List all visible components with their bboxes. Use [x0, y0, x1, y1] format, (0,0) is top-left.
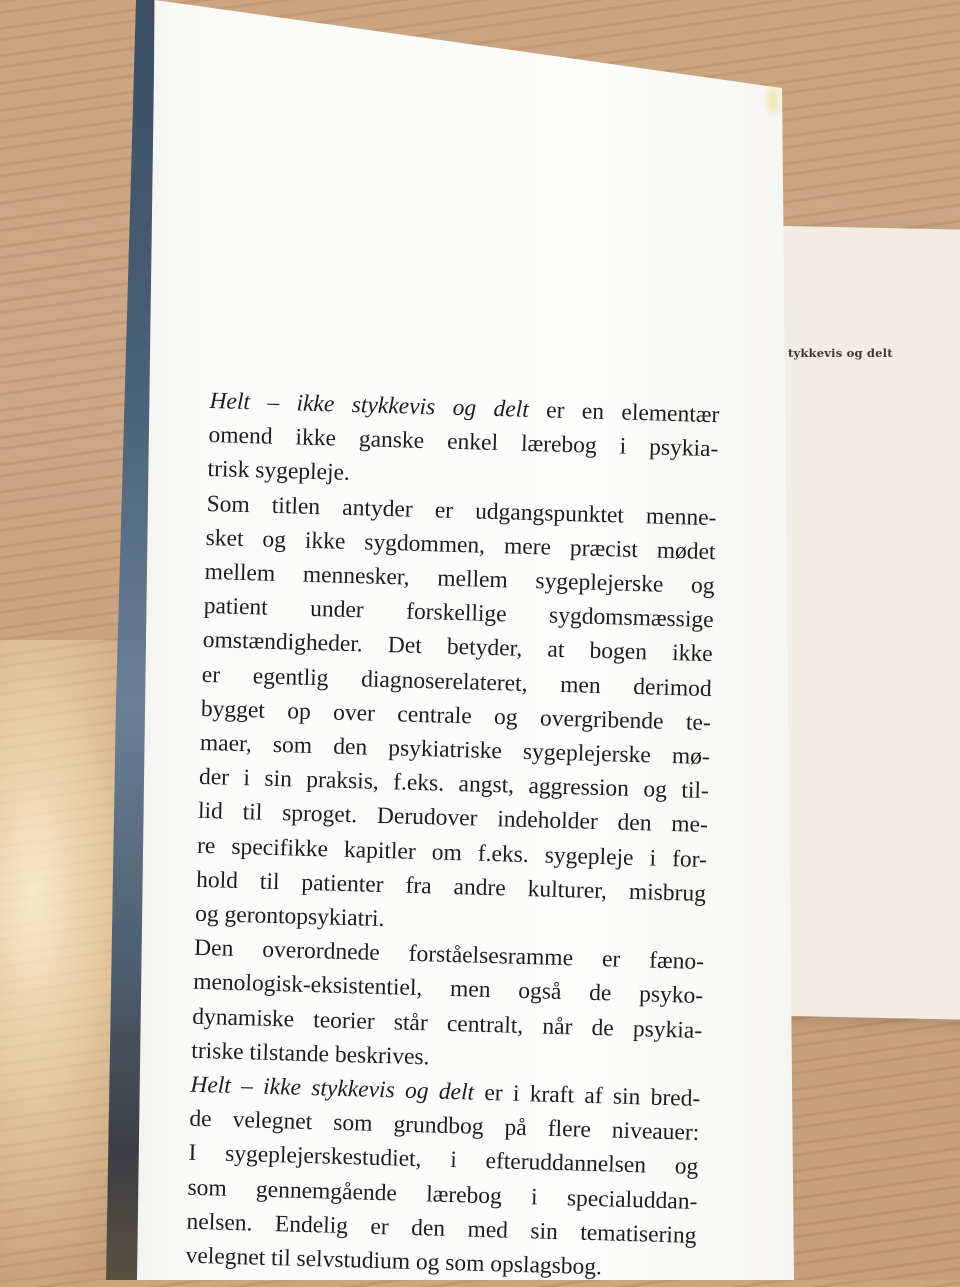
blurb-line-text: er egentlig diagnoserelateret, men derimod [201, 661, 713, 702]
blurb-line-text: patient under forskellige sygdomsmæssige [203, 593, 714, 634]
back-cover-blurb [185, 384, 720, 1287]
blurb-line-text: bygget op over centrale og overgribende te- [200, 695, 712, 736]
blurb-line-text: omstændigheder. Det betyder, at bogen ikke [202, 627, 714, 668]
blurb-line-text: mellem mennesker, mellem sygeplejerske og [204, 558, 715, 600]
blurb-line-text: Den overordnede forståelsesramme er fæno- [193, 935, 705, 976]
blurb-line-text: maer, som den psykiatriske sygeplejerske mø- [199, 729, 711, 771]
blurb-line-text: dynamiske teorier står centralt, når de psykia- [191, 1003, 703, 1044]
blurb-line-text: hold til patienter fra andre kulturer, misbrug [195, 866, 707, 907]
blurb-line-text: menologisk-eksistentiel, men også de psyko- [192, 969, 704, 1010]
blurb-line-text: I sygeplejerskestudiet, i efteruddannelsen og [188, 1140, 699, 1181]
blurb-line-text: omend ikke ganske enkel lærebog i psykia- [208, 422, 719, 463]
blurb-line-text: triske tilstande beskrives. [191, 1037, 430, 1071]
blurb-line-text: de velegnet som grundbog på flere niveauer: [189, 1105, 700, 1147]
open-book-page [770, 226, 960, 1021]
blurb-line-text: sket og ikke sygdommen, mere præcist mødet [205, 524, 716, 565]
cover-stain [762, 80, 784, 120]
blurb-line-text: Som titlen antyder er udgangspunktet menne- [206, 490, 717, 531]
blurb-line-text: trisk sygepleje. [207, 456, 351, 487]
open-book-running-header: tykkevis og delt [788, 346, 893, 360]
blurb-line-text: velegnet til selvstudium og som opslagsbog. [185, 1242, 603, 1281]
blurb-line-text: nelsen. Endelig er den med sin tematisering [186, 1208, 697, 1249]
blurb-line-text: og gerontopsykiatri. [194, 900, 385, 933]
book-title-italic: Helt – ikke stykkevis og delt [190, 1071, 475, 1106]
blurb-line-text: er i kraft af sin bred- [473, 1079, 701, 1113]
book-title-italic: Helt – ikke stykkevis og delt [209, 387, 530, 423]
blurb-line-text: som gennemgående lærebog i specialuddan- [187, 1174, 698, 1215]
blurb-line-text: er en elementær [528, 396, 720, 429]
blurb-line-text: lid til sproget. Derudover indeholder den me- [197, 798, 709, 839]
blurb-line-text: re specifikke kapitler om f.eks. sygepleje i for- [196, 832, 708, 873]
blurb-line-text: der i sin praksis, f.eks. angst, aggression og til- [198, 764, 710, 805]
